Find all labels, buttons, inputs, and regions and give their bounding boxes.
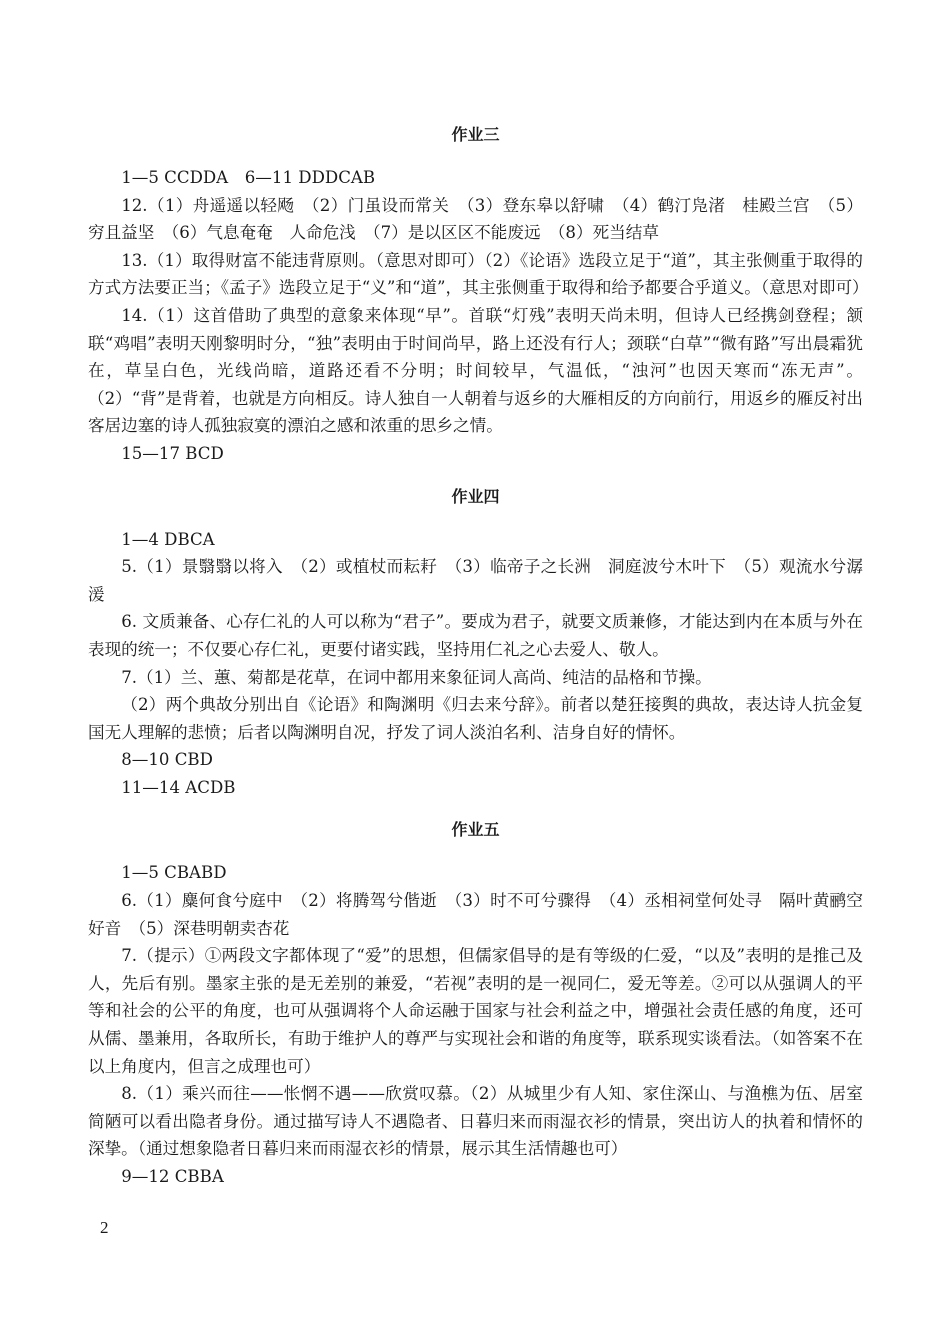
answer-paragraph: 7.（提示）①两段文字都体现了“爱”的思想，但儒家倡导的是有等级的仁爱，“以及”表明的是推己及人，先后有别。墨家主张的是无差别的兼爱，“若视”表明的是一视同仁，爱无等差。②可以从强调人的平等和社会的公平的角度，也可从强调将个人命运融于国家与社会利益之中，增强社会责任感的角度，还可从儒、墨兼用，各取所长，有助于维护人的尊严与实现社会和谐的角度等，联系现实谈看法。（如答案不在以上角度内，但言之成理也可） bbox=[88, 946, 863, 1076]
answer-paragraph: 1—4 DBCA bbox=[121, 529, 215, 549]
answer-paragraph: 12.（1）舟遥遥以轻飏 （2）门虽设而常关 （3）登东皋以舒啸 （4）鹤汀凫渚 桂殿兰宫 （5）穷且益坚 （6）气息奄奄 人命危浅 （7）是以区区不能废远 （8）死当结草 bbox=[88, 195, 863, 243]
answer-paragraph: 15—17 BCD bbox=[121, 443, 224, 463]
answer-paragraph: 6.（1）麋何食兮庭中 （2）将腾驾兮偕逝 （3）时不可兮骤得 （4）丞相祠堂何处寻 隔叶黄鹂空好音 （5）深巷明朝卖杏花 bbox=[88, 891, 863, 938]
answer-paragraph: （2）两个典故分别出自《论语》和陶渊明《归去来兮辞》。前者以楚狂接舆的典故，表达诗人抗金复国无人理解的悲愤；后者以陶渊明自况，抒发了词人淡泊名利、洁身自好的情怀。 bbox=[88, 695, 863, 742]
answer-paragraph: 1—5 CBABD bbox=[121, 863, 227, 883]
answer-paragraph: 8.（1）乘兴而往——怅惘不遇——欣赏叹慕。（2）从城里少有人知、家住深山、与渔樵为伍、居室简陋可以看出隐者身份。通过描写诗人不遇隐者、日暮归来而雨湿衣衫的情景，突出访人的执着和情怀的深挚。（通过想象隐者日暮归来而雨湿衣衫的情景，展示其生活情趣也可） bbox=[88, 1084, 863, 1159]
answer-paragraph: 5.（1）景翳翳以将入 （2）或植杖而耘耔 （3）临帝子之长洲 洞庭波兮木叶下 （5）观流水兮潺湲 bbox=[88, 557, 863, 604]
page-number: 2 bbox=[100, 1218, 109, 1237]
section-homework-5 bbox=[88, 815, 863, 1190]
section-title: 作业四 bbox=[451, 486, 500, 506]
section-title: 作业五 bbox=[451, 820, 500, 840]
section-title: 作业三 bbox=[451, 125, 500, 144]
answer-paragraph: 1—5 CCDDA 6—11 DDDCAB bbox=[121, 168, 376, 187]
answer-paragraph: 9—12 CBBA bbox=[121, 1167, 224, 1186]
answer-paragraph: 7.（1）兰、蕙、菊都是花草，在词中都用来象征词人高尚、纯洁的品格和节操。 bbox=[121, 667, 712, 687]
answer-paragraph: 13.（1）取得财富不能违背原则。（意思对即可）（2）《论语》选段立足于“道”，其主张侧重于取得的方式方法要正当；《孟子》选段立足于“义”和“道”，其主张侧重于取得和给予都要合乎道义。（意思对即可） bbox=[88, 250, 869, 298]
answer-paragraph: 8—10 CBD bbox=[121, 750, 213, 770]
section-homework-4 bbox=[88, 482, 863, 802]
answer-paragraph: 6. 文质兼备、心存仁礼的人可以称为“君子”。要成为君子，就要文质兼修，才能达到内在本质与外在表现的统一；不仅要心存仁礼，更要付诸实践，坚持用仁礼之心去爱人、敬人。 bbox=[88, 612, 863, 659]
section-homework-3 bbox=[88, 120, 869, 468]
document-page bbox=[88, 120, 869, 1191]
answer-paragraph: 11—14 ACDB bbox=[121, 777, 236, 797]
answer-paragraph: 14.（1）这首借助了典型的意象来体现“早”。首联“灯残”表明天尚未明，但诗人已经携剑登程；颔联“鸡唱”表明天刚黎明时分，“独”表明由于时间尚早，路上还没有行人；颈联“白草”“微有路”写出晨霜犹在，草呈白色，光线尚暗，道路还看不分明；时间较早，气温低，“浊河”也因天寒而“冻无声”。（2）“背”是背着，也就是方向相反。诗人独自一人朝着与返乡的大雁相反的方向前行，用返乡的雁反衬出客居边塞的诗人孤独寂寞的漂泊之感和浓重的思乡之情。 bbox=[88, 305, 863, 436]
